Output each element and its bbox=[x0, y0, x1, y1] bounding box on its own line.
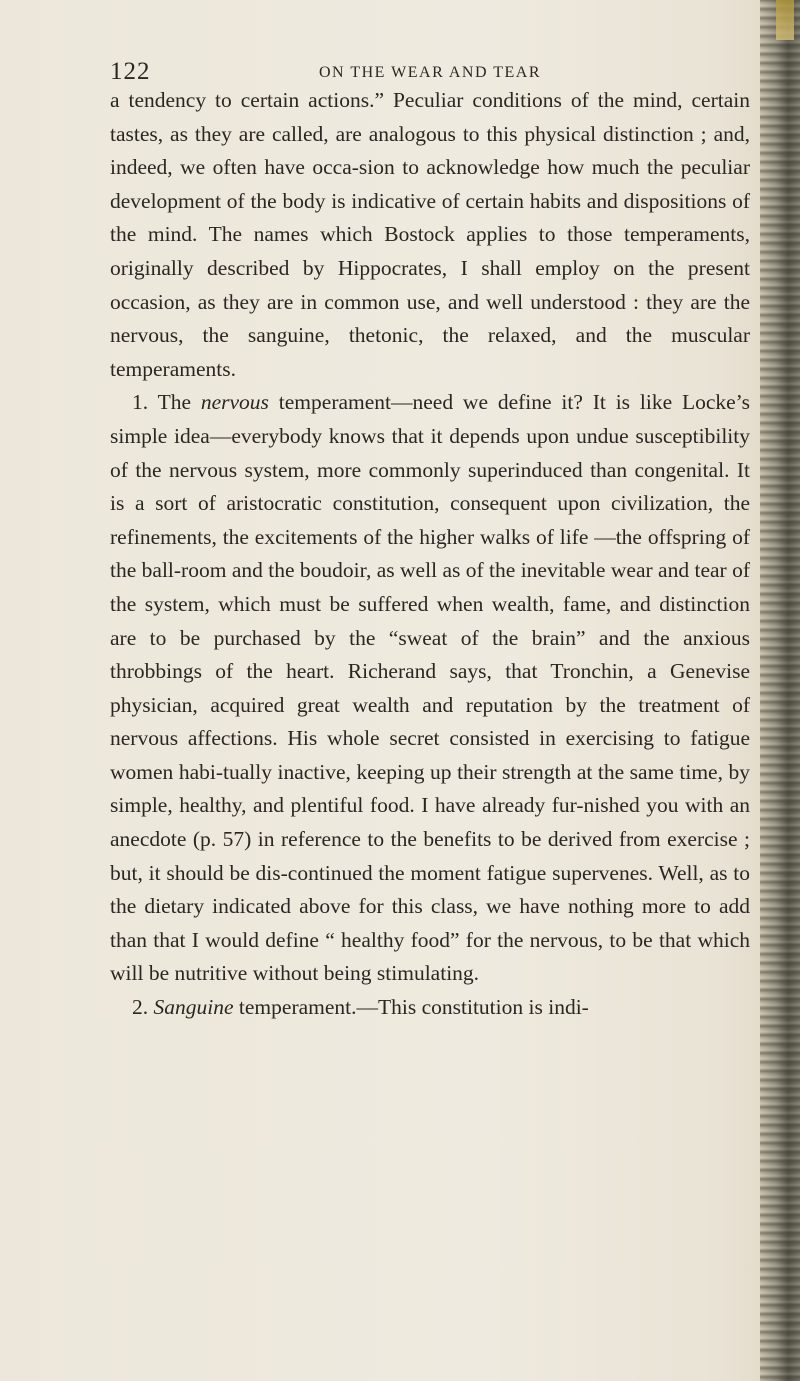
paragraph-nervous bbox=[110, 386, 750, 991]
paragraph-body: temperament—need we define it? It is like Locke’s simple idea—everybody knows that it depends upon undue susceptibility of the nervous system, more commonly superinduced than congenital. It is a sort of aristocratic constitution, consequent upon civilization, the refinements, the excitements of the higher walks of life —the offspring of the ball-room and the boudoir, as well as of the inevitable wear and tear of the system, which must be suffered when wealth, fame, and distinction are to be purchased by the “sweat of the brain” and the anxious throbbings of the heart. Richerand says, that Tronchin, a Genevise physician, acquired great wealth and reputation by the treatment of nervous affections. His whole secret consisted in exercising to fatigue women habi-tually inactive, keeping up their strength at the same time, by simple, healthy, and plentiful food. I have already fur-nished you with an anecdote (p. 57) in reference to the benefits to be derived from exercise ; but, it should be dis-continued the moment fatigue supervenes. Well, as to the dietary indicated above for this class, we have nothing more to add than that I would define “ healthy food” for the nervous, to be that which will be nutritive without being stimulating. bbox=[110, 390, 751, 986]
paragraph-sanguine bbox=[110, 991, 750, 1025]
term-sanguine: Sanguine bbox=[153, 995, 234, 1020]
section-number: 1. bbox=[132, 390, 149, 415]
page-edge-gilt bbox=[776, 0, 794, 40]
page-edge bbox=[760, 0, 800, 1381]
page-number: 122 bbox=[110, 58, 151, 85]
term-nervous: nervous bbox=[200, 390, 269, 415]
section-number: 2. bbox=[132, 995, 149, 1020]
running-head: ON THE WEAR AND TEAR bbox=[319, 64, 541, 81]
paragraph-lead: The bbox=[157, 390, 192, 415]
paragraph-body: temperament.—This constitution is indi- bbox=[238, 995, 589, 1020]
body-text bbox=[110, 84, 750, 1025]
paragraph-intro: a tendency to certain actions.” Peculiar conditions of the mind, certain tastes, as they are called, are analogous to this physical distinction ; and, indeed, we often have occa-sion to acknowledge how much the peculiar development of the body is indicative of certain habits and dispositions of the mind. The names which Bostock applies to those temperaments, originally described by Hippocrates, I shall employ on the present occasion, as they are in common use, and well understood : they are the nervous, the sanguine, thetonic, the relaxed, and the muscular temperaments. bbox=[110, 88, 750, 381]
